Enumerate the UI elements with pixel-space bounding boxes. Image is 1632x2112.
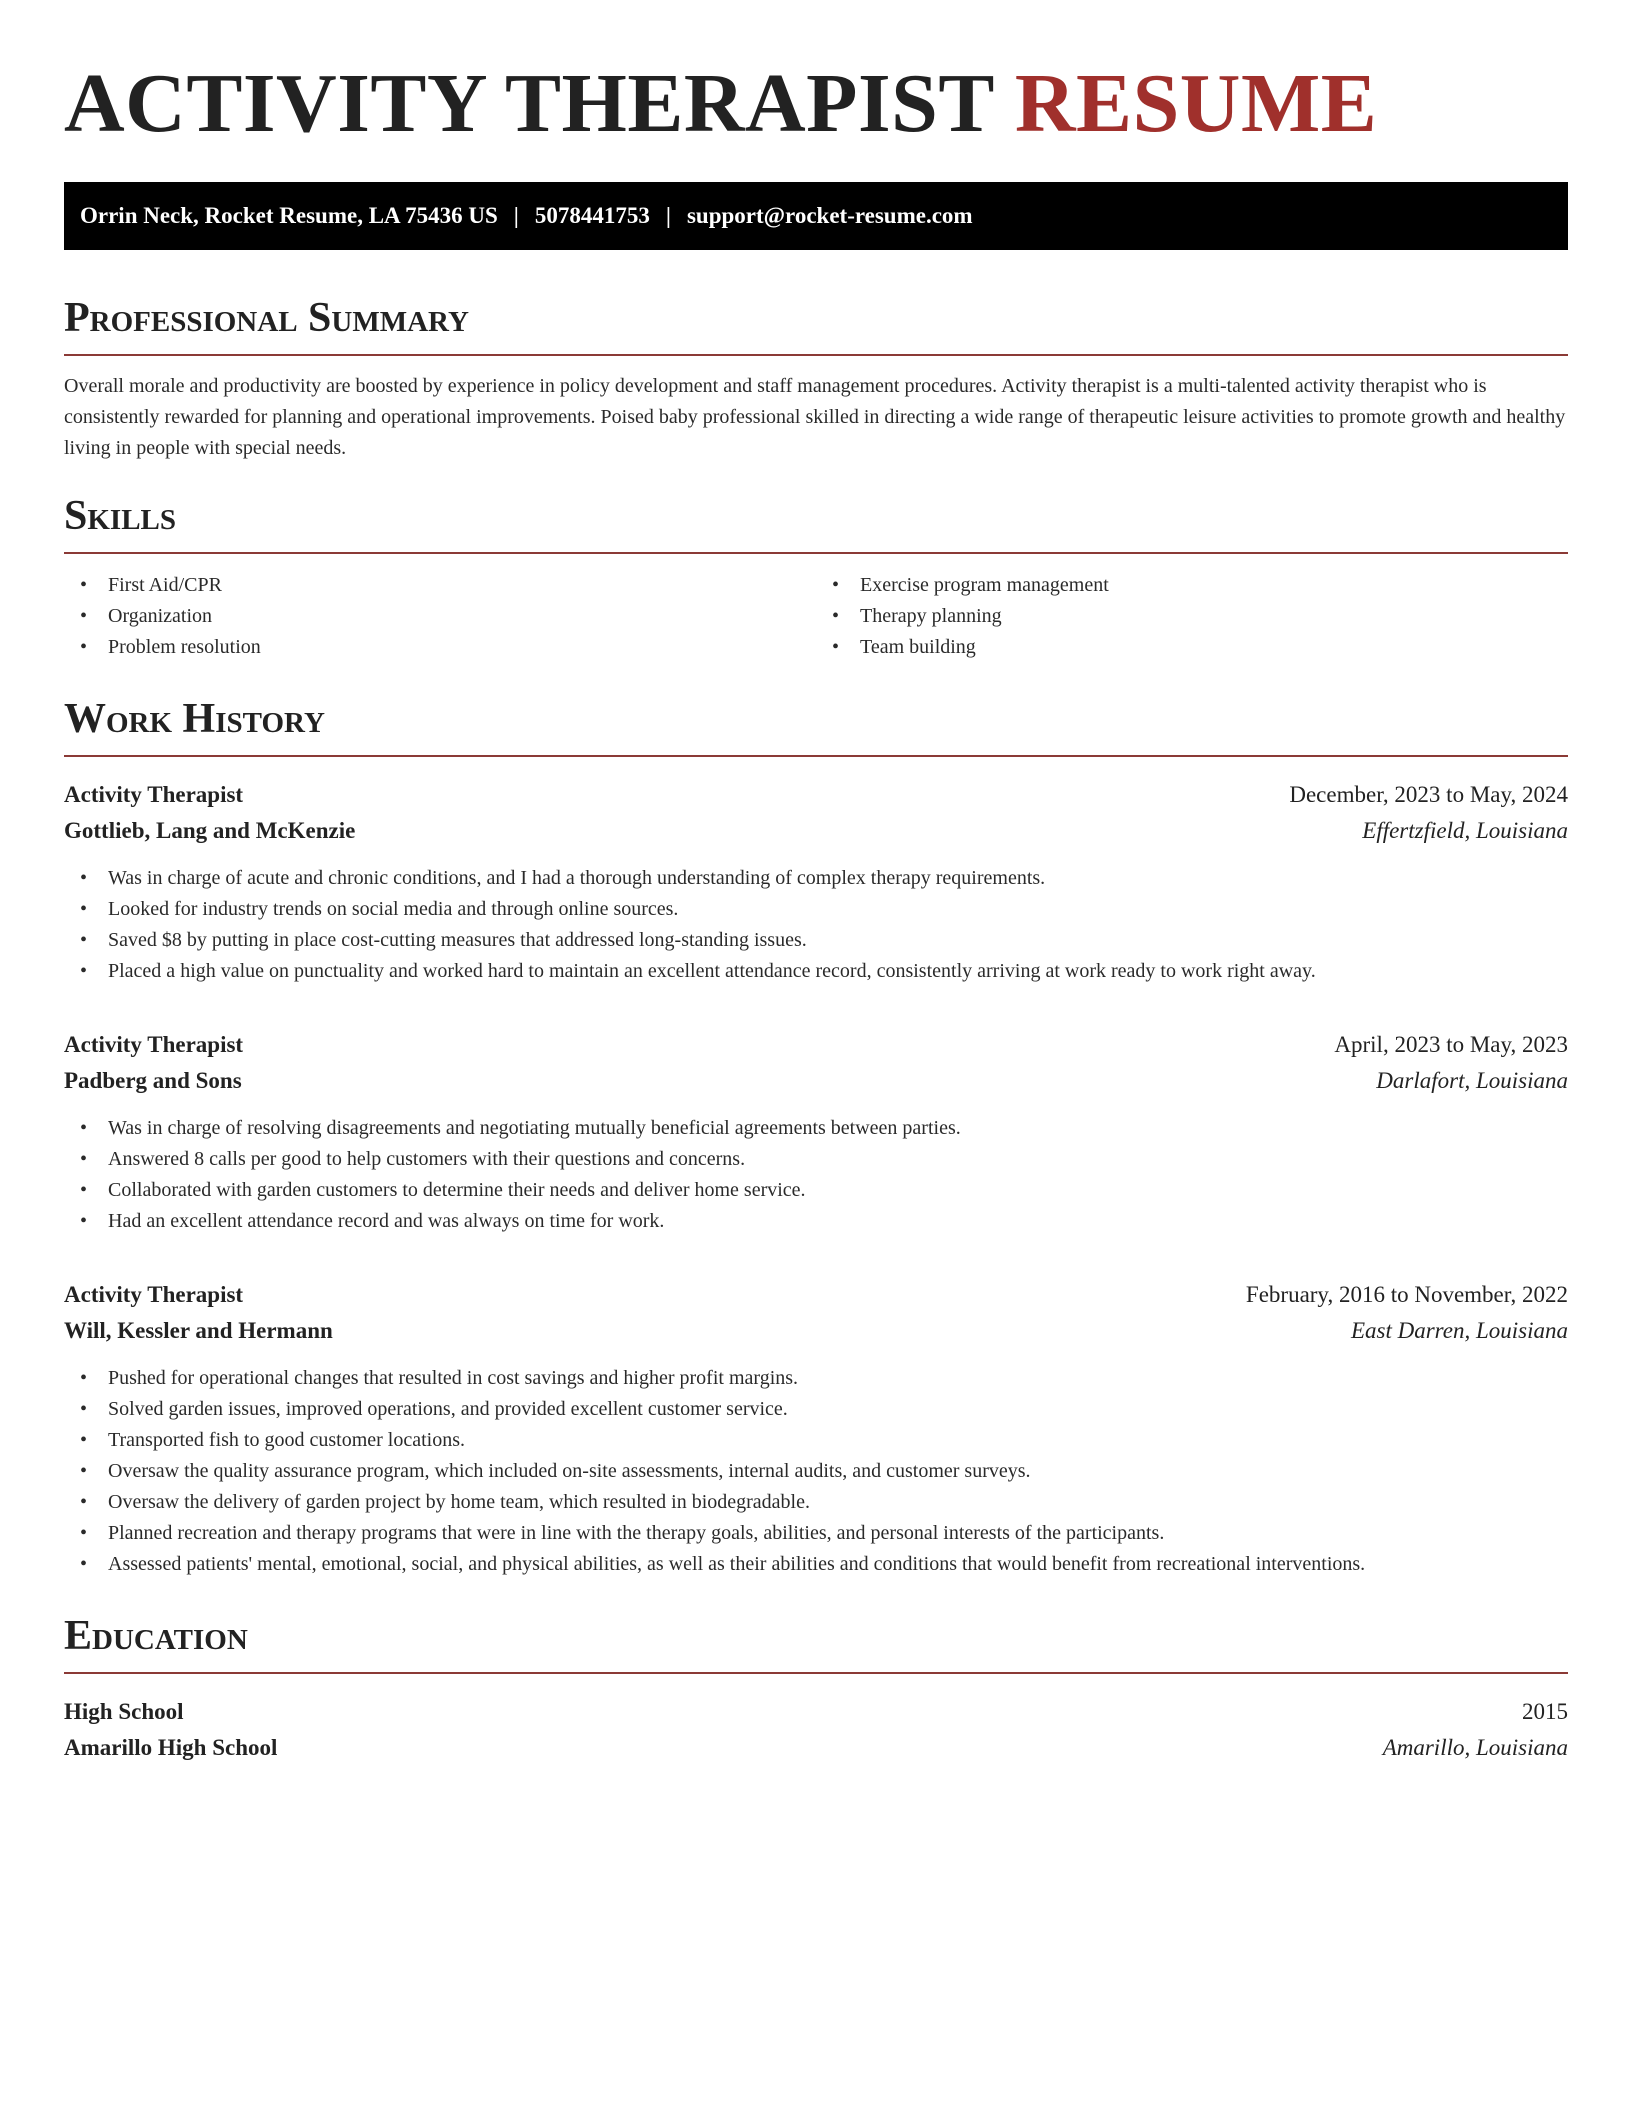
job-location: Darlafort, Louisiana bbox=[1376, 1068, 1568, 1093]
job-bullets bbox=[64, 1363, 1568, 1580]
job-subheader bbox=[64, 1063, 1568, 1099]
education-entry bbox=[64, 1694, 1568, 1766]
contact-email: support@rocket-resume.com bbox=[686, 203, 973, 228]
resume-page bbox=[64, 0, 1568, 1766]
job-bullet: • Looked for industry trends on social media and through online sources. bbox=[108, 894, 1568, 925]
job-bullet: • Assessed patients' mental, emotional, social, and physical abilities, as well as their abilities and conditions that would benefit from recreational interventions. bbox=[108, 1549, 1568, 1580]
title-main: ACTIVITY THERAPIST bbox=[64, 57, 994, 150]
job-subheader bbox=[64, 813, 1568, 849]
education-degree: High School bbox=[64, 1699, 184, 1724]
job-bullets bbox=[64, 863, 1568, 987]
contact-bar bbox=[64, 182, 1568, 250]
job-bullet: • Had an excellent attendance record and was always on time for work. bbox=[108, 1206, 1568, 1237]
work-history-heading: Work History bbox=[64, 693, 1568, 757]
job-role: Activity Therapist bbox=[64, 1032, 244, 1057]
summary-heading: Professional Summary bbox=[64, 292, 1568, 356]
skill-item: • Exercise program management bbox=[860, 570, 1568, 601]
education-location: Amarillo, Louisiana bbox=[1382, 1735, 1568, 1760]
job-company: Gottlieb, Lang and McKenzie bbox=[64, 818, 356, 843]
education-school: Amarillo High School bbox=[64, 1735, 278, 1760]
job-entry bbox=[64, 777, 1568, 987]
skill-item: • Organization bbox=[108, 601, 816, 632]
contact-separator: | bbox=[665, 203, 671, 228]
skill-item: • First Aid/CPR bbox=[108, 570, 816, 601]
job-role: Activity Therapist bbox=[64, 782, 244, 807]
job-subheader bbox=[64, 1313, 1568, 1349]
job-dates: December, 2023 to May, 2024 bbox=[1289, 782, 1568, 807]
contact-phone: 5078441753 bbox=[534, 203, 650, 228]
job-entry bbox=[64, 1027, 1568, 1237]
job-header bbox=[64, 1027, 1568, 1063]
job-bullets bbox=[64, 1113, 1568, 1237]
job-location: East Darren, Louisiana bbox=[1350, 1318, 1568, 1343]
job-header bbox=[64, 1277, 1568, 1313]
skills-list bbox=[64, 570, 1568, 663]
job-header bbox=[64, 777, 1568, 813]
job-bullet: • Was in charge of resolving disagreements and negotiating mutually beneficial agreements between parties. bbox=[108, 1113, 1568, 1144]
job-role: Activity Therapist bbox=[64, 1282, 244, 1307]
job-company: Will, Kessler and Hermann bbox=[64, 1318, 333, 1343]
contact-address: Orrin Neck, Rocket Resume, LA 75436 US bbox=[80, 203, 498, 228]
job-dates: February, 2016 to November, 2022 bbox=[1245, 1282, 1568, 1307]
education-subheader bbox=[64, 1730, 1568, 1766]
job-bullet: • Was in charge of acute and chronic conditions, and I had a thorough understanding of complex therapy requirements. bbox=[108, 863, 1568, 894]
title-accent: RESUME bbox=[1014, 57, 1378, 150]
skills-column-left bbox=[64, 570, 816, 663]
education-header bbox=[64, 1694, 1568, 1730]
job-bullet: • Planned recreation and therapy programs that were in line with the therapy goals, abilities, and personal interests of the participants. bbox=[108, 1518, 1568, 1549]
job-bullet: • Placed a high value on punctuality and worked hard to maintain an excellent attendance record, consistently arriving at work ready to work right away. bbox=[108, 956, 1568, 987]
job-bullet: • Pushed for operational changes that resulted in cost savings and higher profit margins. bbox=[108, 1363, 1568, 1394]
job-bullet: • Transported fish to good customer locations. bbox=[108, 1425, 1568, 1456]
education-heading: Education bbox=[64, 1610, 1568, 1674]
summary-text: Overall morale and productivity are boosted by experience in policy development and staff management procedures. Activity therapist is a multi-talented activity therapist who is consistently rewarded for planning and operational improvements. Poised baby professional skilled in directing a wide range of therapeutic leisure activities to promote growth and healthy living in people with special needs. bbox=[64, 375, 1566, 459]
skill-item: • Team building bbox=[860, 632, 1568, 663]
job-company: Padberg and Sons bbox=[64, 1068, 242, 1093]
job-bullet: • Solved garden issues, improved operations, and provided excellent customer service. bbox=[108, 1394, 1568, 1425]
job-location: Effertzfield, Louisiana bbox=[1362, 818, 1568, 843]
skills-heading: Skills bbox=[64, 490, 1568, 554]
skill-item: • Problem resolution bbox=[108, 632, 816, 663]
skills-column-right bbox=[816, 570, 1568, 663]
job-bullet: • Answered 8 calls per good to help customers with their questions and concerns. bbox=[108, 1144, 1568, 1175]
contact-separator: | bbox=[513, 203, 519, 228]
education-year: 2015 bbox=[1522, 1699, 1568, 1724]
job-bullet: • Saved $8 by putting in place cost-cutting measures that addressed long-standing issues. bbox=[108, 925, 1568, 956]
job-bullet: • Oversaw the quality assurance program, which included on-site assessments, internal audits, and customer surveys. bbox=[108, 1456, 1568, 1487]
job-bullet: • Oversaw the delivery of garden project by home team, which resulted in biodegradable. bbox=[108, 1487, 1568, 1518]
skill-item: • Therapy planning bbox=[860, 601, 1568, 632]
job-dates: April, 2023 to May, 2023 bbox=[1334, 1032, 1568, 1057]
resume-title bbox=[64, 0, 1568, 156]
job-entry bbox=[64, 1277, 1568, 1580]
job-bullet: • Collaborated with garden customers to determine their needs and deliver home service. bbox=[108, 1175, 1568, 1206]
